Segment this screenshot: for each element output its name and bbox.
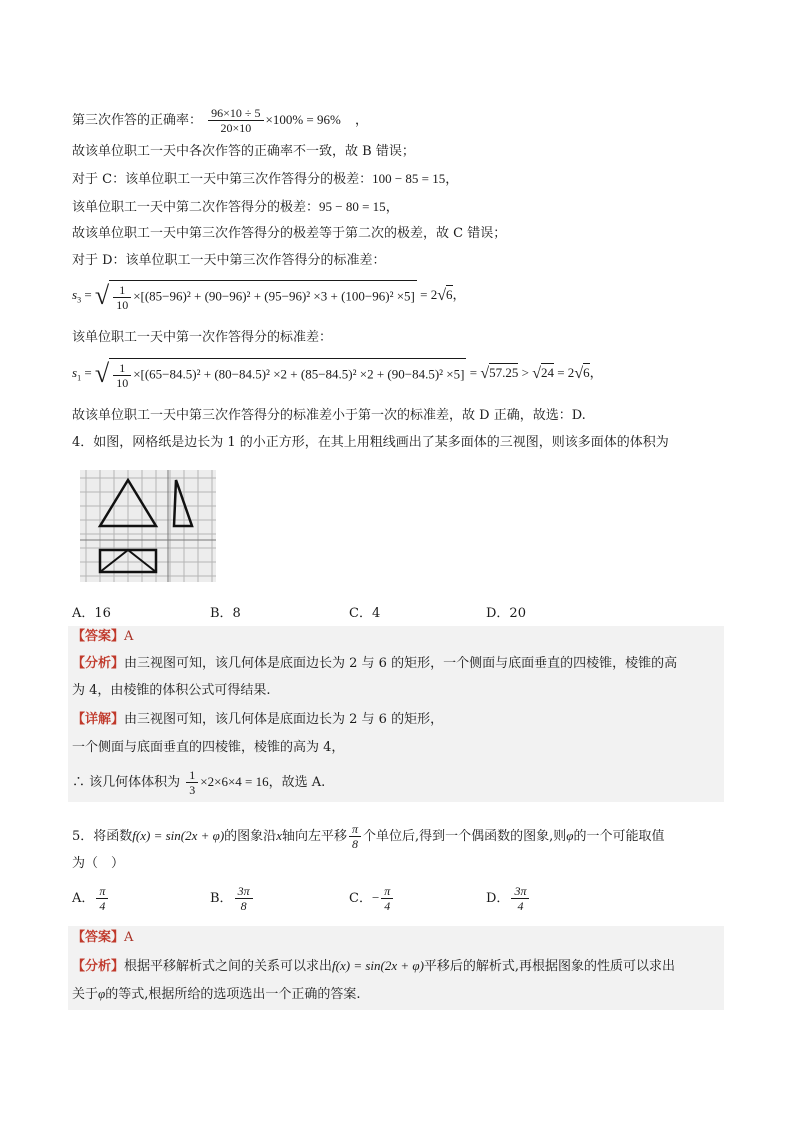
accuracy-fraction: $\frac{96\times 10 \div 5}{20\times 10}$ [208,106,263,135]
accuracy-line: 第三次作答的正确率： $\frac{96\times 10 \div 5}{20\times 10}$ ×100% = 96% ， [72,106,368,135]
q4-answer: 【答案】A [72,629,134,644]
q5-stem: 5．将函数f(x) = sin(2x + φ)的图象沿x轴向左平移 $\frac{\pi}{8}$ 个单位后,得到一个偶函数的图象,则φ的一个可能取值 [72,822,665,851]
q4-volume-line: ∴ 该几何体体积为 $\frac{1}{3}$ ×2×6×4 = 16，故选 A. [72,768,326,797]
std-first-intro: 该单位职工一天中第一次作答得分的标准差： [72,330,333,345]
q5-analysis: 【分析】根据平移解析式之间的关系可以求出f(x) = sin(2x + φ)平移后的解析式,再根据图象的性质可以求出 [72,958,676,974]
q5-answer: 【答案】A [72,930,134,945]
std-first-formula: $s_1$ = √ $\frac{1}{10}$ ×[(65−84.5)² + (80−84.5)² ×2 + (85−84.5)² ×2 + (90−84.5)² ×5] = √57.25 > √24 = 2√6， [72,359,603,390]
radicand: $\frac{1}{10}$ ×[(85−96)² + (90−96)² + (95−96)² ×3 + (100−96)² ×5] [109,280,417,312]
q4-detail-cont: 一个侧面与底面垂直的四棱锥，棱锥的高为 4， [72,740,345,755]
q4-option-a[interactable]: A．16 [72,606,111,621]
range-third-line: 对于 C：该单位职工一天中第三次作答得分的极差：100 − 85 = 15， [72,171,459,187]
q4-analysis-cont: 为 4，由棱锥的体积公式可得结果. [72,683,271,698]
q4-option-c[interactable]: C．4 [349,606,381,621]
q5-analysis-cont: 关于φ的等式,根据所给的选项选出一个正确的答案. [72,986,361,1002]
std-third-formula: $s_3$ = √ $\frac{1}{10}$ ×[(85−96)² + (90−96)² + (95−96)² ×3 + (100−96)² ×5] = 2√6， [72,281,466,312]
q4-option-b[interactable]: B．8 [210,606,241,621]
q5-option-c[interactable]: C．− $\frac{\pi}{4}$ [349,884,395,913]
q4-detail: 【详解】由三视图可知，该几何体是底面边长为 2 与 6 的矩形， [72,712,444,727]
q4-stem: 4．如图，网格纸是边长为 1 的小正方形，在其上用粗线画出了某多面体的三视图，则该多面体的体积为 [72,435,669,450]
sqrt-symbol: √ [94,281,110,310]
range-second-line: 该单位职工一天中第二次作答得分的极差：95 − 80 = 15， [72,199,399,215]
q5-option-b[interactable]: B． $\frac{3\pi}{8}$ [210,884,255,913]
three-view-figure [80,470,216,582]
conclusion-c: 故该单位职工一天中第三次作答得分的极差等于第二次的极差，故 C 错误； [72,226,507,241]
q5-stem-cont: 为（ ） [72,856,125,871]
std-third-intro: 对于 D：该单位职工一天中第三次作答得分的标准差： [72,253,386,268]
q5-option-a[interactable]: A． $\frac{\pi}{4}$ [72,884,110,913]
q4-option-d[interactable]: D．20 [486,606,526,621]
q5-option-d[interactable]: D． $\frac{3\pi}{4}$ [486,884,531,913]
conclusion-d: 故该单位职工一天中第三次作答得分的标准差小于第一次的标准差，故 D 正确，故选：D. [72,408,586,423]
q4-analysis: 【分析】由三视图可知，该几何体是底面边长为 2 与 6 的矩形，一个侧面与底面垂直的四棱锥，棱锥的高 [72,656,678,671]
conclusion-b: 故该单位职工一天中各次作答的正确率不一致，故 B 错误； [72,144,415,159]
